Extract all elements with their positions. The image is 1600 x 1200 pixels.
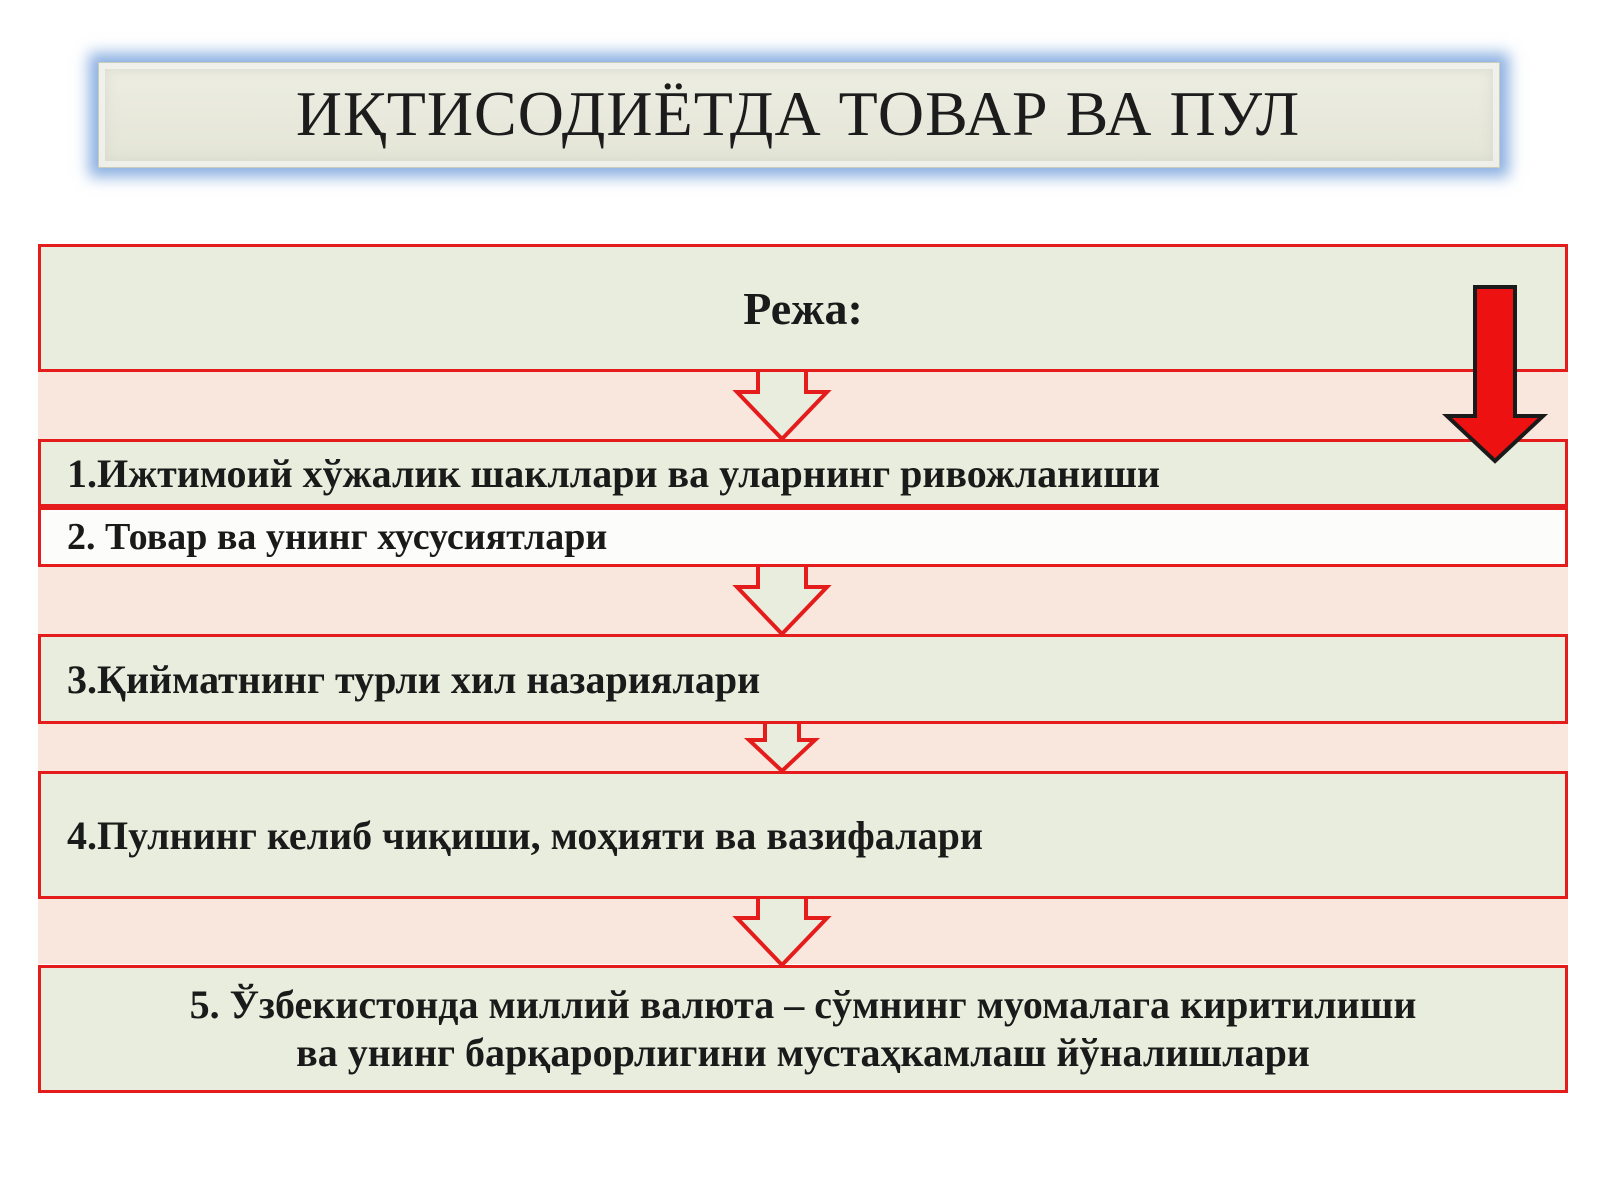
red-down-arrow-icon xyxy=(1447,287,1543,461)
down-arrow-icon xyxy=(737,372,827,439)
page-title: ИҚТИСОДИЁТДА ТОВАР ВА ПУЛ xyxy=(295,78,1301,149)
down-arrow-icon xyxy=(749,724,815,771)
plan-header: Режа: xyxy=(743,282,863,334)
plan-item-1-text: 1.Ижтимоий хўжалик шакллари ва уларнинг ривожланиши xyxy=(67,450,1161,496)
plan-item-5-line-2: ва унинг барқарорлигини мустаҳкамлаш йўналишлари xyxy=(296,1030,1310,1075)
down-arrow-icon xyxy=(737,899,827,965)
plan-item-3-text: 3.Қийматнинг турли хил назариялари xyxy=(67,656,761,702)
plan-item-5-line-1: 5. Ўзбекистонда миллий валюта – сўмнинг муомалага киритилиши xyxy=(189,982,1417,1027)
down-arrow-icon xyxy=(737,567,827,634)
plan-item-2-text: 2. Товар ва унинг хусусиятлари xyxy=(67,516,608,558)
plan-item-4-text: 4.Пулнинг келиб чиқиши, моҳияти ва вазифалари xyxy=(67,812,983,858)
